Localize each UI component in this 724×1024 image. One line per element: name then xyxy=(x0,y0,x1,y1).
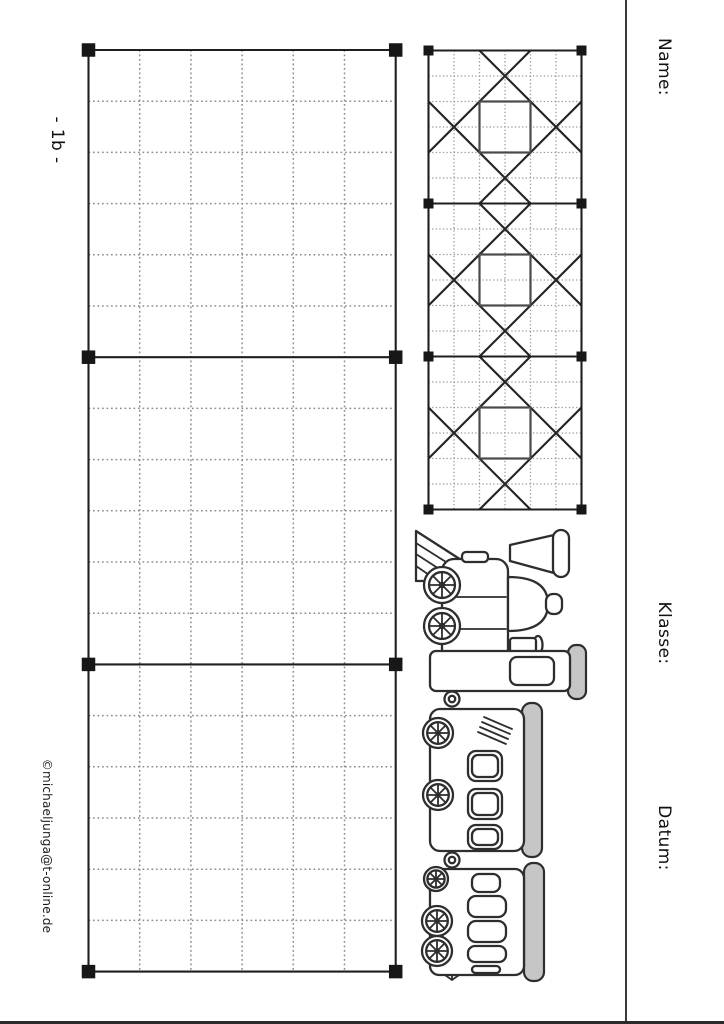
coupling xyxy=(445,851,460,869)
locomotive xyxy=(416,530,586,699)
wagon-wheel xyxy=(423,718,453,748)
wagon-wheel xyxy=(422,936,452,966)
loco-wheel xyxy=(424,608,460,644)
wagon-roof xyxy=(524,863,544,981)
wagon-wheel xyxy=(423,780,453,810)
coupling xyxy=(445,691,460,707)
train-illustration xyxy=(405,523,600,983)
loco-wheel xyxy=(424,567,460,603)
wagon-wheel xyxy=(424,867,448,891)
wagon-wheel xyxy=(422,906,452,936)
wagon-2 xyxy=(422,863,544,981)
funnel xyxy=(510,535,554,573)
rear-hook xyxy=(445,975,459,980)
steam-dome xyxy=(508,577,548,631)
worksheet-page: Name: Klasse: Datum: - 1b - ©michaeljunga@t-online.de xyxy=(0,0,724,1024)
wagon-1 xyxy=(423,703,542,857)
wagon-windows xyxy=(468,751,502,849)
cab-window xyxy=(510,657,554,685)
